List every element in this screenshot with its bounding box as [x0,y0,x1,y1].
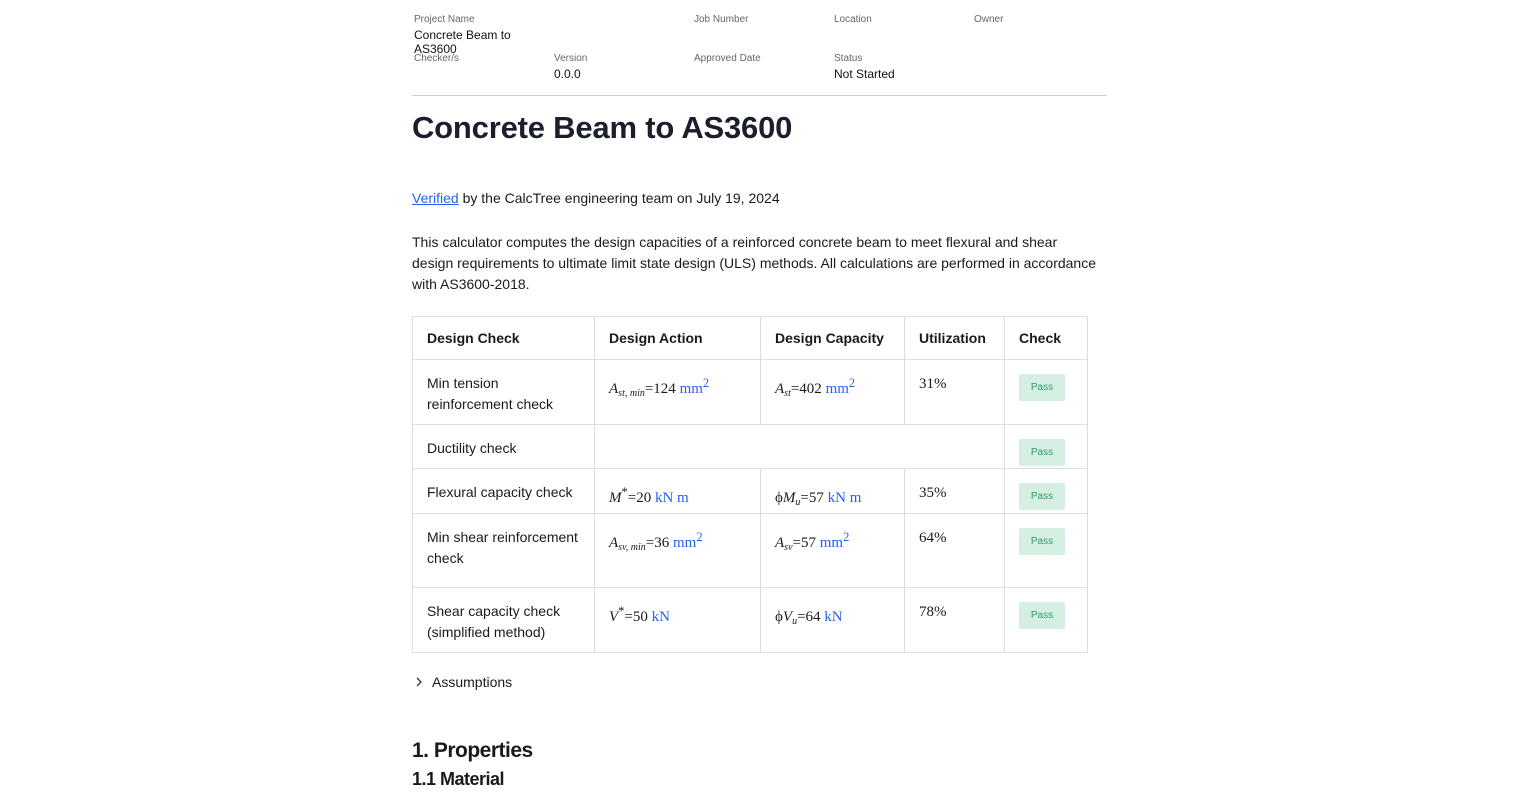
empty-cell [595,425,1005,469]
assumptions-toggle[interactable] [412,674,1107,690]
formula: $A_{st}=402$ $mm^2$ [775,376,856,399]
meta-label: Job Number [694,14,749,25]
divider [412,95,1107,96]
chevron-right-icon [415,677,423,687]
column-header: Design Check [413,317,595,360]
table-row [413,514,1088,588]
table-row [413,425,1088,469]
meta-label: Location [834,14,872,25]
column-header: Design Capacity [761,317,905,360]
verified-text: by the CalcTree engineering team on July 19, 2024 [458,190,780,206]
verified-link[interactable]: Verified [412,190,459,206]
meta-value: Concrete Beam to AS3600 [414,28,511,56]
unit: kN m [827,490,862,506]
meta-label: Owner [974,14,1004,25]
meta-value: 0.0.0 [554,67,581,81]
unit: $mm^2$ [679,376,710,397]
formula: M*=20 kN m [609,485,689,506]
meta-field [974,53,1114,92]
pass-badge: Pass [1019,602,1065,629]
utilization: 64% [919,530,947,546]
meta-label: Approved Date [694,53,761,64]
pass-badge: Pass [1019,483,1065,510]
assumptions-label: Assumptions [432,674,513,690]
table-row [413,469,1088,514]
page-title: Concrete Beam to AS3600 [412,110,793,145]
meta-label: Checker/s [414,53,460,64]
formula: $A_{sv, min}=36$ $mm^2$ [609,530,703,553]
project-meta [412,0,1107,92]
meta-field [694,53,834,92]
meta-field [554,53,694,92]
design-checks-table [412,316,1088,653]
meta-field [834,14,974,53]
table-row [413,360,1088,425]
column-header: Design Action [595,317,761,360]
meta-label: Status [834,53,863,64]
design-check-name: Flexural capacity check [413,469,595,514]
utilization: 31% [919,376,947,392]
meta-field [414,14,554,56]
meta-field [414,53,554,92]
design-check-name: Min shear reinforcement check [413,514,595,588]
column-header: Utilization [905,317,1005,360]
unit: $mm^2$ [825,376,856,397]
design-check-name: Shear capacity check (simplified method) [413,588,595,653]
unit: kN [824,609,843,625]
formula: $A_{st, min}=124$ $mm^2$ [609,376,710,399]
meta-field [834,53,974,92]
meta-field [694,14,834,53]
meta-label: Project Name [414,14,475,25]
document [412,0,1107,790]
utilization: 35% [919,485,947,501]
formula: V*=50 kN [609,604,670,625]
meta-label: Version [554,53,588,64]
formula: $\phi M_u=57$ kN m [775,490,862,508]
table-row [413,588,1088,653]
meta-field [554,14,694,53]
unit: $mm^2$ [819,530,850,551]
design-check-name: Ductility check [413,425,595,469]
verified-line [412,190,1107,206]
pass-badge: Pass [1019,374,1065,401]
design-check-name: Min tension reinforcement check [413,360,595,425]
unit: $mm^2$ [672,530,703,551]
meta-value: Not Started [834,67,895,81]
column-header: Check [1005,317,1088,360]
formula: $A_{sv}=57$ $mm^2$ [775,530,850,553]
pass-badge: Pass [1019,439,1065,466]
section-heading: 1. Properties [412,739,533,762]
utilization: 78% [919,604,947,620]
formula: $\phi V_u=64$ kN [775,609,843,627]
subsection-heading: 1.1 Material [412,769,505,789]
unit: kN m [654,490,689,506]
meta-field [974,14,1114,53]
unit: kN [651,609,670,625]
description: This calculator computes the design capacities of a reinforced concrete beam to meet flexural and shear design requirements to ultimate limit state design (ULS) methods. All calculations are performed in accordance with AS3600-2018. [412,234,1096,292]
pass-badge: Pass [1019,528,1065,555]
